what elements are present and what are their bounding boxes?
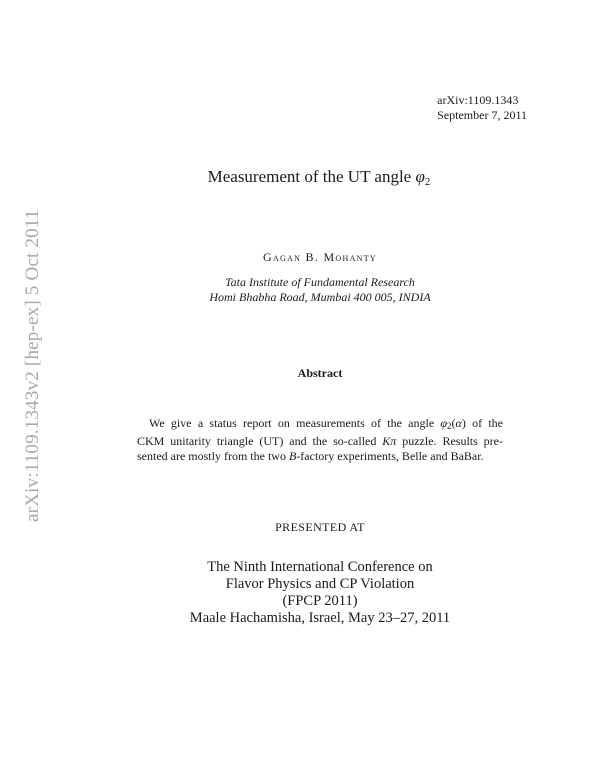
conference-info — [0, 559, 600, 627]
arxiv-header — [437, 93, 527, 123]
arxiv-date: September 7, 2011 — [437, 108, 527, 122]
abstract-b-symbol: B — [288, 449, 297, 463]
presented-at-label: PRESENTED AT — [275, 520, 365, 534]
affiliation-line2: Homi Bhabha Road, Mumbai 400 005, INDIA — [209, 290, 431, 304]
abstract-line3-end: -factory experiments, Belle and BaBar. — [296, 449, 484, 463]
abstract-line2-end: puzzle. Results pre- — [396, 434, 504, 448]
title-phi-symbol: φ — [415, 167, 425, 186]
title-subscript: 2 — [424, 176, 431, 188]
abstract-alpha-symbol: α — [455, 416, 462, 430]
abstract-body — [137, 416, 503, 464]
conference-line4: Maale Hachamisha, Israel, May 23–27, 2011 — [189, 610, 451, 626]
arxiv-id: arXiv:1109.1343 — [437, 93, 519, 107]
abstract-line1-text: We give a status report on measurements of the angle — [149, 416, 441, 430]
author-name: Gagan B. Mohanty — [262, 250, 378, 264]
abstract-line-2 — [137, 434, 503, 449]
title-text: Measurement of the UT angle — [207, 167, 416, 186]
abstract-phi-subscript: 2 — [447, 421, 452, 431]
affiliation-line1: Tata Institute of Fundamental Research — [225, 275, 415, 289]
conference-line3: (FPCP 2011) — [282, 593, 358, 609]
abstract-paren-open: ( — [451, 416, 456, 430]
abstract-line-1 — [137, 416, 503, 434]
abstract-line-3 — [137, 449, 503, 464]
abstract-phi-symbol: φ — [440, 416, 448, 430]
abstract-line2-text: CKM unitarity triangle (UT) and the so-called — [137, 434, 383, 448]
conference-line2: Flavor Physics and CP Violation — [225, 576, 415, 592]
affiliation — [0, 275, 600, 305]
abstract-kpi-symbol: Kπ — [382, 434, 397, 448]
abstract-heading: Abstract — [297, 366, 343, 380]
abstract-line3-text: sented are mostly from the two — [137, 449, 289, 463]
abstract-line1-end: ) of the — [461, 416, 504, 430]
conference-line1: The Ninth International Conference on — [207, 559, 433, 575]
arxiv-side-stamp: arXiv:1109.1343v2 [hep-ex] 5 Oct 2011 — [22, 209, 43, 522]
paper-title — [0, 167, 600, 188]
